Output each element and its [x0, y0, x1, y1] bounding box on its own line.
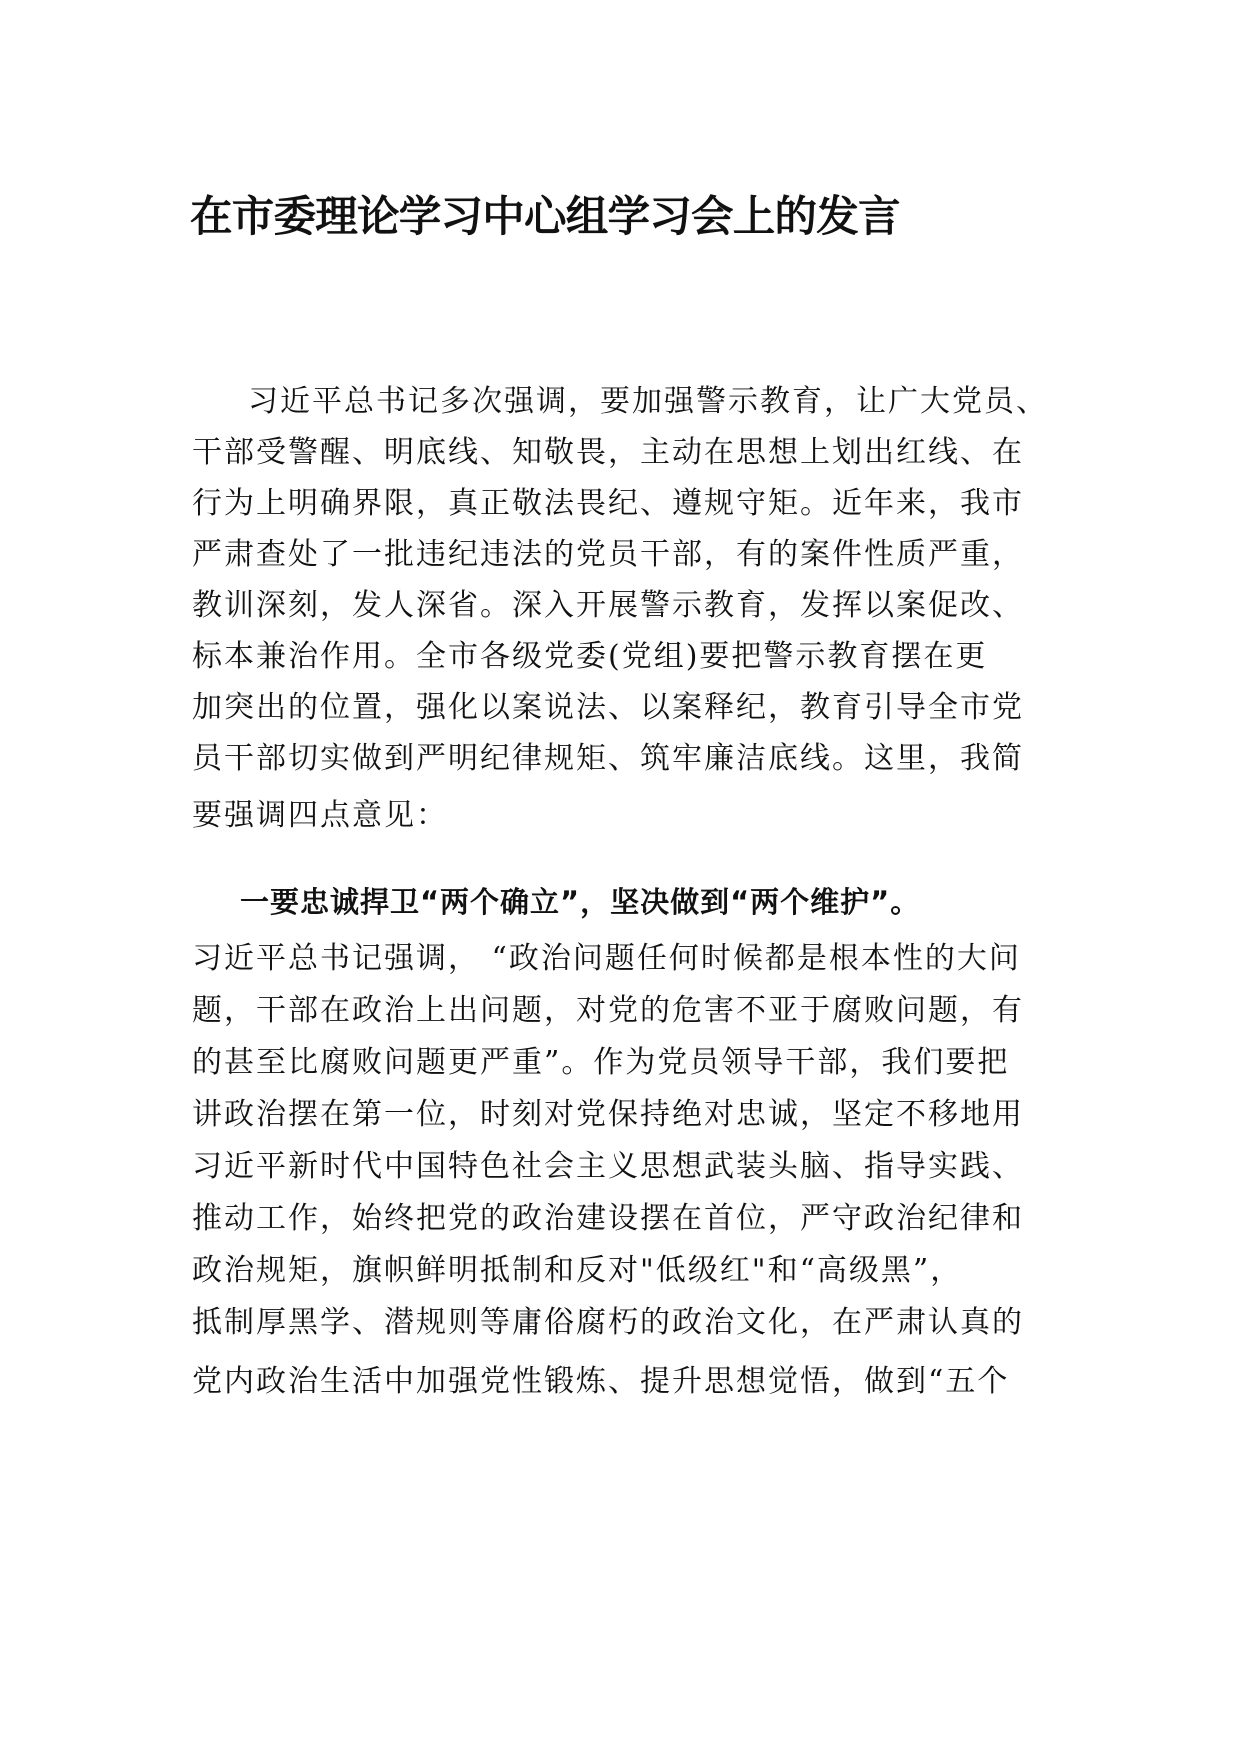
paragraph-1-line: 要强调四点意见：: [192, 798, 448, 833]
paragraph-2-line: 习近平新时代中国特色社会主义思想武装头脑、指导实践、: [192, 1149, 1024, 1184]
paragraph-1-line: 员干部切实做到严明纪律规矩、筑牢廉洁底线。这里，我简: [192, 741, 1024, 776]
paragraph-1-line: 标本兼治作用。全市各级党委(党组)要把警示教育摆在更: [192, 639, 988, 674]
paragraph-2-line: 抵制厚黑学、潜规则等庸俗腐朽的政治文化，在严肃认真的: [192, 1305, 1024, 1340]
paragraph-1-line: 行为上明确界限，真正敬法畏纪、遵规守矩。近年来，我市: [192, 486, 1024, 521]
paragraph-1-line: 干部受警醒、明底线、知敬畏，主动在思想上划出红线、在: [192, 435, 1024, 470]
section-heading: 一要忠诚捍卫“两个确立”，坚决做到“两个维护”。: [240, 885, 921, 919]
paragraph-2-line: 讲政治摆在第一位，时刻对党保持绝对忠诚，坚定不移地用: [192, 1097, 1024, 1132]
paragraph-2-line: 党内政治生活中加强党性锻炼、提升思想觉悟，做到“五个: [192, 1364, 1010, 1399]
paragraph-2-line: 推动工作，始终把党的政治建设摆在首位，严守政治纪律和: [192, 1201, 1024, 1236]
paragraph-1-line: 习近平总书记多次强调，要加强警示教育，让广大党员、: [248, 384, 1048, 419]
paragraph-2-line: 的甚至比腐败问题更严重”。作为党员领导干部，我们要把: [192, 1045, 1010, 1080]
paragraph-1-line: 加突出的位置，强化以案说法、以案释纪，教育引导全市党: [192, 690, 1024, 725]
paragraph-2-line: 政治规矩，旗帜鲜明抵制和反对"低级红"和“高级黑”，: [192, 1253, 963, 1288]
paragraph-1-line: 教训深刻，发人深省。深入开展警示教育，发挥以案促改、: [192, 588, 1024, 623]
paragraph-2-line: 习近平总书记强调， “政治问题任何时候都是根本性的大问: [192, 941, 1021, 976]
paragraph-1-line: 严肃查处了一批违纪违法的党员干部，有的案件性质严重，: [192, 537, 1024, 572]
paragraph-2-line: 题，干部在政治上出问题，对党的危害不亚于腐败问题，有: [192, 993, 1024, 1028]
document-title: 在市委理论学习中心组学习会上的发言: [190, 193, 900, 242]
